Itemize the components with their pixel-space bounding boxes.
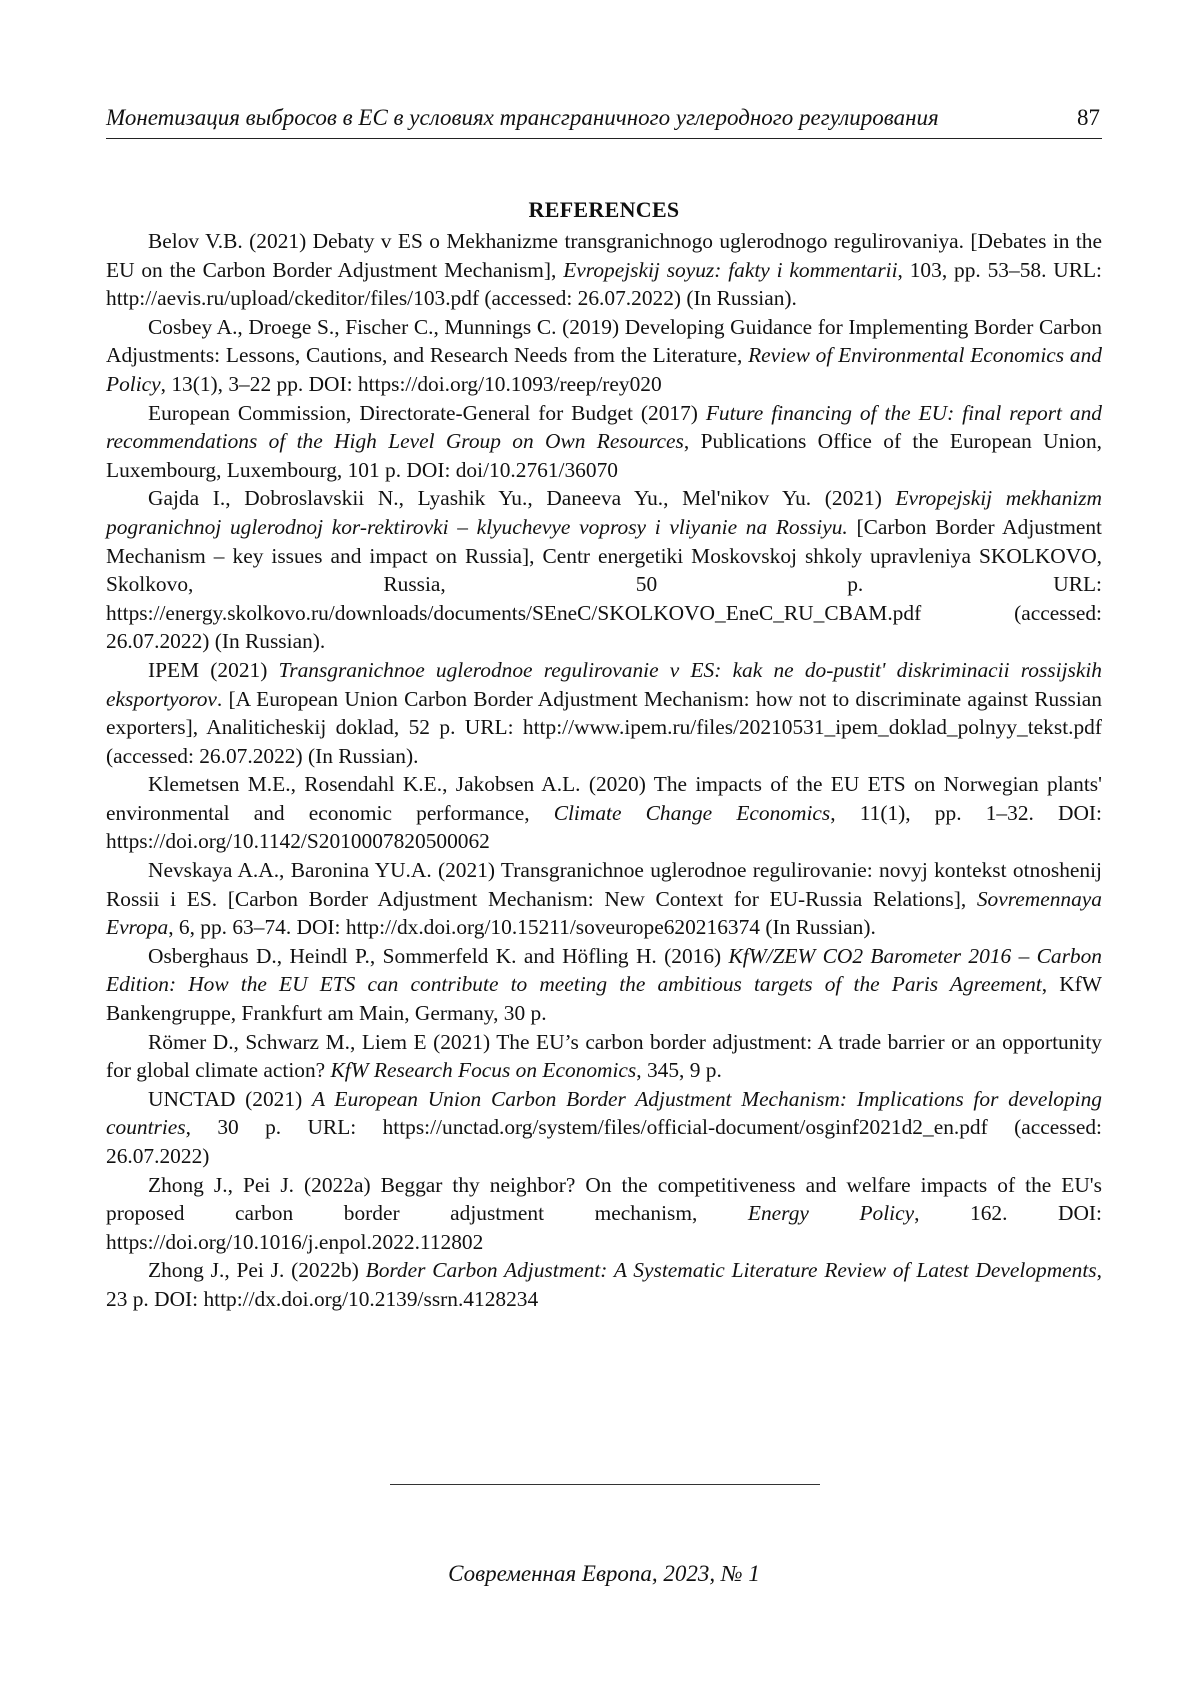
reference-entry — [106, 227, 1102, 313]
reference-details: , Publications Office of the European Union, Luxembourg, Luxembourg, 101 p. DOI: doi/10.2761/36070 — [106, 429, 1102, 482]
reference-entry — [106, 770, 1102, 856]
reference-text: Belov V.B. (2021) Debaty v ES o Mekhanizme transgranichnogo uglerodnogo regulirovaniya. [Debates in the EU on the Carbon Border Adjustment Mechanism], — [106, 229, 1102, 282]
page-number: 87 — [1077, 105, 1100, 130]
reference-entry — [106, 1085, 1102, 1171]
reference-source-title: Evropejskij soyuz: fakty i kommentarii — [563, 257, 898, 282]
reference-entry — [106, 313, 1102, 399]
reference-details: , KfW Bankengruppe, Frankfurt am Main, Germany, 30 p. — [106, 972, 1102, 1026]
reference-text: Zhong J., Pei J. (2022a) Beggar thy neighbor? On the competitiveness and welfare impacts of the EU's proposed carbon border adjustment mechanism, — [106, 1172, 1102, 1226]
reference-source-title: Border Carbon Adjustment: A Systematic Literature Review of Latest Developments — [365, 1258, 1097, 1283]
reference-source-title: A European Union Carbon Border Adjustment Mechanism: Implications for developing countries — [106, 1086, 1102, 1140]
running-header-title: Монетизация выбросов в ЕС в условиях трансграничного углеродного регулирования — [106, 105, 939, 130]
reference-text: Klemetsen M.E., Rosendahl K.E., Jakobsen A.L. (2020) The impacts of the EU ETS on Norwegian plants' environmental and economic performance, — [106, 772, 1102, 825]
reference-text: Gajda I., Dobroslavskii N., Lyashik Yu., Daneeva Yu., Mel'nikov Yu. (2021) — [148, 486, 896, 511]
reference-entry — [106, 656, 1102, 770]
reference-source-title: KfW/ZEW CO2 Barometer 2016 – Carbon Edition: How the EU ETS can contribute to meeting the ambitious targets of the Paris Agreement — [106, 943, 1102, 997]
reference-source-title: KfW Research Focus on Economics — [330, 1058, 637, 1083]
end-divider — [390, 1484, 820, 1485]
reference-text: Osberghaus D., Heindl P., Sommerfeld K. and Höfling H. (2016) — [148, 943, 729, 968]
reference-source-title: Climate Change Economics — [553, 800, 831, 825]
reference-details: , 6, pp. 63–74. DOI: http://dx.doi.org/10.15211/soveurope620216374 (In Russian). — [168, 915, 876, 940]
reference-text: Römer D., Schwarz M., Liem E (2021) The EU’s carbon border adjustment: A trade barrier or an opportunity for global climate action? — [106, 1029, 1102, 1083]
reference-source-title: Future financing of the EU: final report and recommendations of the High Level Group on Own Resources — [106, 400, 1102, 454]
reference-details: , 11(1), pp. 1–32. DOI: https://doi.org/10.1142/S2010007820500062 — [106, 800, 1102, 854]
reference-details: , 30 p. URL: https://unctad.org/system/files/official-document/osginf2021d2_en.pdf (accessed: 26.07.2022) — [106, 1115, 1102, 1168]
reference-list — [106, 227, 1102, 1314]
reference-entry — [106, 399, 1102, 485]
reference-text: UNCTAD (2021) — [148, 1086, 312, 1111]
reference-entry — [106, 856, 1102, 942]
reference-entry — [106, 1171, 1102, 1257]
reference-details: , 13(1), 3–22 pp. DOI: https://doi.org/10.1093/reep/rey020 — [160, 371, 662, 396]
page — [106, 0, 1102, 1694]
reference-details: . [A European Union Carbon Border Adjustment Mechanism: how not to discriminate against Russian exporters], Analiticheskij doklad, 52 p. URL: http://www.ipem.ru/files/20210531_ipem_doklad_polnyy_tekst.pdf (accessed: 26.07.2022) (In Russian). — [106, 686, 1102, 768]
reference-source-title: Transgranichnoe uglerodnoe regulirovanie v ES: kak ne do-pustit' diskriminacii rossijskih eksportyorov — [106, 657, 1102, 711]
reference-source-title: Energy Policy — [747, 1201, 915, 1226]
references-heading: REFERENCES — [528, 197, 680, 222]
reference-details: , 103, pp. 53–58. URL: http://aevis.ru/upload/ckeditor/files/103.pdf (accessed: 26.07.2022) (In Russian). — [106, 257, 1102, 311]
reference-text: Nevskaya A.A., Baronina YU.A. (2021) Transgranichnoe uglerodnoe regulirovanie: novyj kontekst otnoshenij Rossii i ES. [Carbon Border Adjustment Mechanism: New Context for EU-Russia Relations], — [106, 858, 1102, 911]
reference-details: , 23 p. DOI: http://dx.doi.org/10.2139/ssrn.4128234 — [106, 1258, 1102, 1311]
running-header — [106, 104, 1102, 139]
reference-source-title: Evropejskij mekhanizm pogranichnoj uglerodnoj kor-rektirovki – klyuchevye voprosy i vliyanie na Rossiyu. — [106, 486, 1102, 539]
reference-entry — [106, 1028, 1102, 1085]
reference-entry — [106, 1256, 1102, 1313]
reference-source-title: Review of Environmental Economics and Policy — [106, 343, 1102, 396]
reference-source-title: Sovremennaya Evropa — [106, 886, 1102, 940]
reference-text: Cosbey A., Droege S., Fischer C., Munnings C. (2019) Developing Guidance for Implementing Border Carbon Adjustments: Lessons, Cautions, and Research Needs from the Literature, — [106, 314, 1102, 368]
reference-details: , 345, 9 p. — [636, 1058, 722, 1083]
reference-details: , 162. DOI: https://doi.org/10.1016/j.enpol.2022.112802 — [106, 1201, 1102, 1254]
reference-text: IPEM (2021) — [148, 657, 279, 682]
reference-details: [Carbon Border Adjustment Mechanism – key issues and impact on Russia], Centr energetiki Moskovskoj shkoly upravleniya SKOLKOVO, Skolkovo, Russia, 50 p. URL: https://energy.skolkovo.ru/downloads/documents/SEneC/SKOLKOVO_EneC_RU_CBAM.pdf (accessed: 26.07.2022) (In Russian). — [106, 514, 1102, 654]
reference-entry — [106, 942, 1102, 1028]
journal-footer: Современная Европа, 2023, № 1 — [448, 1561, 760, 1586]
reference-entry — [106, 484, 1102, 656]
reference-text: Zhong J., Pei J. (2022b) — [148, 1258, 366, 1283]
reference-text: European Commission, Directorate-General for Budget (2017) — [148, 400, 706, 425]
